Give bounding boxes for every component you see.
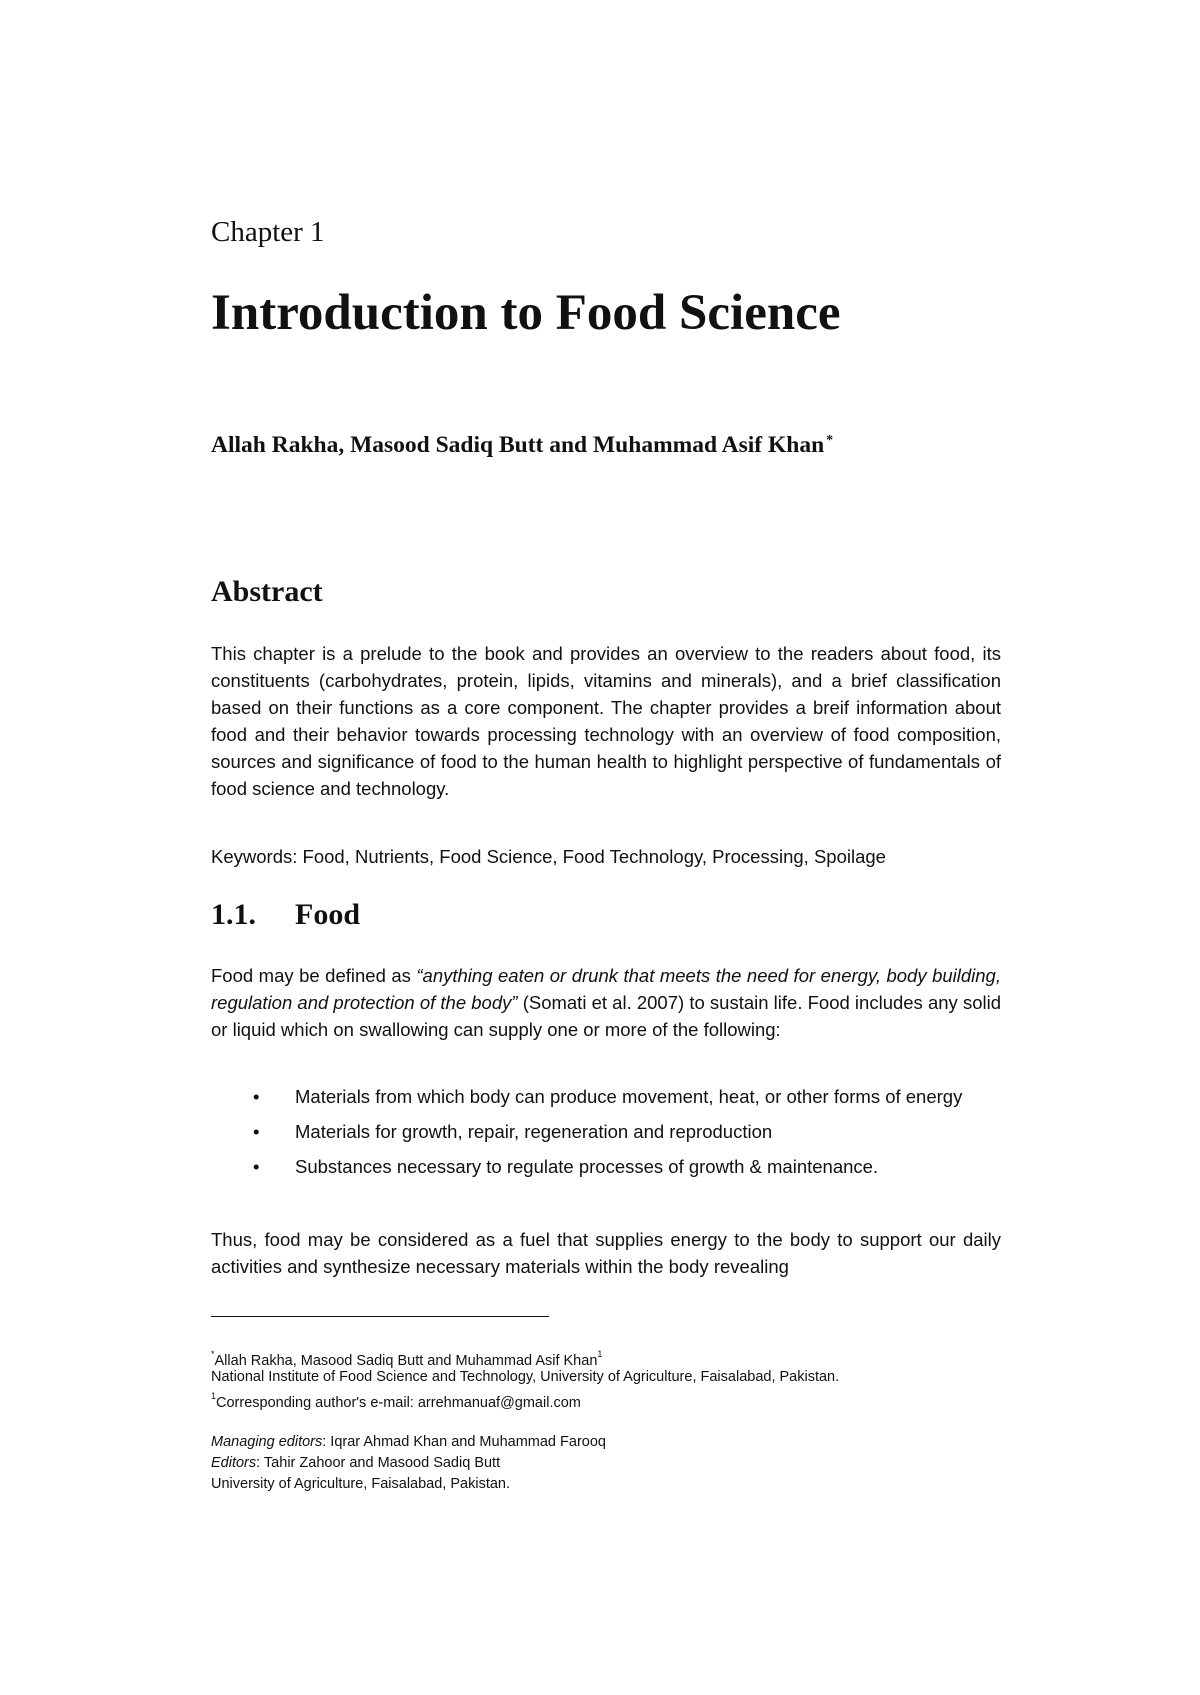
bullet-icon: • [253, 1156, 260, 1177]
section-heading [211, 897, 1001, 933]
footnote-text: : Iqrar Ahmad Khan and Muhammad Farooq [322, 1434, 606, 1450]
footnote-marker: * [211, 1349, 215, 1359]
list-item-text: Substances necessary to regulate processes of growth & maintenance. [295, 1156, 879, 1177]
bullet-list [211, 1083, 1001, 1188]
chapter-label: Chapter 1 [211, 216, 325, 248]
abstract-text: This chapter is a prelude to the book and provides an overview to the readers about food, its constituents (carbohydrates, protein, lipids, vitamins and minerals), and a brief classification based on their functions as a core component. The chapter provides a breif information about food and their behavior towards processing technology with an overview of food composition, sources and significance of food to the human health to highlight perspective of fundamentals of food science and technology. [211, 643, 1001, 799]
footnote-managing-editors [211, 1432, 1001, 1453]
list-item-text: Materials from which body can produce movement, heat, or other forms of energy [295, 1086, 963, 1107]
footnote-marker: 1 [211, 1391, 217, 1401]
list-item [211, 1118, 1001, 1145]
footnote-text: : Tahir Zahoor and Masood Sadiq Butt [256, 1455, 501, 1471]
chapter-title: Introduction to Food Science [211, 285, 841, 341]
footnote-institute: National Institute of Food Science and Technology, University of Agriculture, Faisalabad, Pakistan. [211, 1369, 840, 1385]
footnote-text: Allah Rakha, Masood Sadiq Butt and Muhammad Asif Khan [214, 1352, 598, 1369]
section-number: 1.1. [211, 898, 256, 931]
list-item [211, 1083, 1001, 1110]
list-item [211, 1153, 1001, 1180]
keywords-list: Food, Nutrients, Food Science, Food Technology, Processing, Spoilage [302, 846, 886, 867]
paragraph-text: Food may be defined as [211, 965, 417, 986]
paragraph-text: (Somati et al. 2007) to sustain life. Food includes any solid or liquid which on swallowing can supply one or more of the following: [211, 992, 1001, 1040]
footnote-marker: 1 [597, 1349, 603, 1359]
managing-editors-label: Managing editors [211, 1434, 323, 1450]
list-item-text: Materials for growth, repair, regeneration and reproduction [295, 1121, 773, 1142]
footnote-divider [211, 1316, 549, 1317]
author-line [211, 430, 1001, 460]
footnote-university: University of Agriculture, Faisalabad, Pakistan. [211, 1476, 510, 1492]
keywords-label: Keywords: [211, 846, 298, 867]
footnote-text: Corresponding author's e-mail: arrehmanuaf@gmail.com [216, 1394, 581, 1411]
fuel-paragraph: Thus, food may be considered as a fuel that supplies energy to the body to support our daily activities and synthesize necessary materials within the body revealing [211, 1229, 1001, 1277]
bullet-icon: • [253, 1086, 260, 1107]
author-names: Allah Rakha, Masood Sadiq Butt and Muhammad Asif Khan [211, 432, 825, 458]
definition-quote: “anything eaten or drunk that meets the need for energy, body building, regulation and protection of the body” [211, 965, 1001, 1013]
bullet-icon: • [253, 1121, 260, 1142]
food-definition-paragraph [211, 962, 1001, 1043]
footnote-email [211, 1388, 1001, 1414]
keywords-line [211, 843, 1001, 870]
section-title: Food [295, 898, 361, 931]
editors-label: Editors [211, 1455, 257, 1471]
footnote-editors [211, 1453, 1001, 1474]
author-footnote-marker: * [826, 433, 834, 448]
abstract-heading: Abstract [211, 575, 323, 608]
